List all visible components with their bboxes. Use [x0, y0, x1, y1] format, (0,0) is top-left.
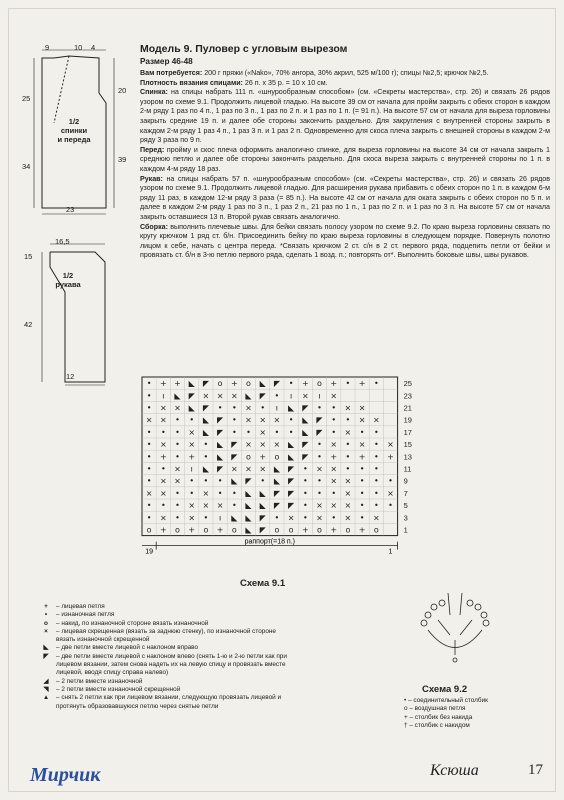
stitch-symbol: ◣: [188, 403, 195, 413]
stitch-symbol: •: [146, 427, 152, 437]
row-number: 7: [403, 488, 408, 498]
stitch-symbol: •: [175, 427, 180, 437]
stitch-symbol: •: [146, 464, 152, 474]
stitch-symbol: •: [373, 427, 379, 437]
stitch-symbol: •: [160, 464, 166, 474]
legend-symbol: ◥: [43, 685, 49, 693]
row-number: 13: [403, 452, 412, 462]
stitch-symbol: •: [175, 452, 180, 462]
legend-symbol: +: [404, 713, 408, 721]
stitch-symbol: •: [373, 501, 379, 511]
stitch-symbol: •: [345, 452, 351, 462]
stitch-symbol: •: [146, 440, 152, 450]
stitch-symbol: •: [231, 415, 237, 425]
stitch-symbol: ×: [344, 403, 352, 413]
stitch-symbol: o: [231, 525, 237, 535]
stitch-symbol: ◤: [217, 427, 224, 437]
col-label-left: 19: [145, 548, 153, 556]
stitch-symbol: ◣: [259, 488, 266, 498]
stitch-symbol: o: [317, 379, 322, 389]
stitch-symbol: •: [331, 513, 337, 523]
legend-row: ◤ – две петли вместе лицевой с наклоном влево (снять 1-ю и 2-ю петли как при лицевом вязании, затем снова надеть их на левую спицу и провязать вместе лицевой, вводя спицу справа налево): [40, 653, 290, 678]
legend-schema-9-2: [404, 697, 554, 731]
stitch-symbol: ×: [372, 513, 380, 523]
stitch-symbol: ×: [344, 501, 352, 511]
stitch-symbol: ◣: [217, 440, 224, 450]
stitch-symbol: ×: [174, 464, 181, 474]
dim-4: 4: [91, 43, 96, 52]
stitch-symbol: •: [345, 440, 351, 450]
body-piece-label: 1/2 спинки и переда: [57, 117, 91, 144]
stitch-symbol: ◤: [231, 452, 238, 462]
stitch-symbol: ×: [273, 440, 281, 450]
stitch-symbol: ו: [290, 391, 293, 401]
stitch-symbol: •: [146, 513, 152, 523]
legend-row: × – лицевая скрещенная (вязать за заднюю стенку), по изнаночной стороне вязать изнаночной скрещенной: [40, 628, 290, 645]
row-number: 15: [403, 440, 412, 450]
legend-symbol: o: [44, 619, 48, 627]
stitch-symbol: •: [331, 488, 337, 498]
stitch-symbol: ×: [316, 501, 323, 511]
stitch-symbol: o: [345, 525, 351, 535]
stitch-symbol: ×: [344, 476, 352, 486]
stitch-symbol: ×: [159, 476, 167, 486]
stitch-symbol: •: [302, 513, 308, 523]
row-number: 1: [403, 525, 408, 535]
stitch-symbol: ×: [330, 501, 338, 511]
stitch-symbol: ×: [188, 440, 196, 450]
legend-symbol: ◢: [43, 677, 49, 685]
stitch-symbol: ×: [145, 415, 153, 425]
stitch-symbol: ×: [245, 440, 252, 450]
stitch-symbol: ◤: [202, 403, 209, 413]
dim-25: 25: [22, 94, 31, 103]
stitch-symbol: ×: [316, 513, 323, 523]
legend-row: o – воздушная петля: [404, 705, 466, 713]
stitch-symbol: •: [373, 440, 379, 450]
legend-symbol: •: [44, 611, 48, 619]
stitch-symbol: ×: [230, 391, 238, 401]
row-number: 23: [403, 391, 412, 401]
stitch-symbol: •: [189, 415, 195, 425]
stitch-symbol: •: [146, 379, 152, 389]
stitch-symbol: ו: [190, 464, 193, 474]
stitch-symbol: ◤: [273, 379, 280, 389]
stitch-symbol: •: [345, 415, 351, 425]
stitch-symbol: •: [302, 464, 308, 474]
stitch-symbol: •: [175, 513, 180, 523]
stitch-symbol: •: [175, 501, 180, 511]
stitch-symbol: ◤: [302, 452, 309, 462]
stitch-symbol: ◣: [245, 488, 252, 498]
stitch-symbol: o: [246, 379, 251, 389]
stitch-symbol: ◣: [245, 525, 252, 535]
stitch-symbol: ×: [188, 501, 196, 511]
stitch-symbol: ×: [216, 501, 224, 511]
stitch-symbol: •: [317, 452, 322, 462]
stitch-symbol: ×: [316, 464, 323, 474]
stitch-symbol: ×: [259, 464, 267, 474]
stitch-symbol: ◣: [273, 476, 280, 486]
stitch-symbol: •: [317, 476, 322, 486]
stitch-symbol: ×: [372, 415, 380, 425]
legend-row: • – соединительный столбик: [404, 697, 488, 704]
stitch-symbol: ×: [245, 464, 252, 474]
row-number: 21: [403, 403, 412, 413]
stitch-symbol: •: [146, 391, 152, 401]
stitch-symbol: ×: [387, 440, 394, 450]
stitch-symbol: •: [331, 403, 337, 413]
paragraph-materials: Вам потребуется: 200 г пряжи («Nako», 70% ангора, 30% акрил, 525 м/100 г); спицы №2,5; крючок №2,5.: [140, 69, 489, 77]
stitch-symbol: ◤: [316, 415, 323, 425]
stitch-symbol: ◣: [288, 440, 295, 450]
stitch-symbol: +: [174, 379, 181, 389]
stitch-symbol: ◣: [217, 452, 224, 462]
stitch-symbol: •: [231, 403, 237, 413]
model-title: Модель 9. Пуловер с угловым вырезом: [140, 43, 348, 55]
stitch-symbol: •: [302, 488, 308, 498]
sleeve-pattern-diagram: [20, 232, 130, 387]
stitch-symbol: ×: [344, 488, 352, 498]
row-number: 9: [403, 476, 408, 486]
dim-42: 42: [24, 320, 33, 329]
stitch-symbol: +: [188, 452, 196, 462]
stitch-symbol: •: [203, 440, 209, 450]
stitch-symbol: •: [331, 427, 337, 437]
stitch-symbol: ×: [188, 513, 196, 523]
paragraph-assembly: Сборка: выполнить плечевые швы. Для бейки связать полосу узором по схеме 9.2. По краю выреза горловины связать по кругу крючком 1 ряд ст. б/н. Присоединить бейку по краю выреза горловины в следующем порядке. Повернуть полотно лицом к себе, начать с центра переда. *Связать крючком 2 ст. с/н в 2 ст. первого ряда, подцепить петли от бейки и провязать ст. б/н в 3-ю петлю первого ряда, сделать 1 возд. п.; повторять от*. Выполнить боковые швы, швы рукавов.: [140, 222, 550, 260]
stitch-symbol: •: [160, 501, 166, 511]
stitch-symbol: ◣: [202, 427, 209, 437]
row-number: 11: [403, 464, 412, 474]
legend-row: o – накид, по изнаночной стороне вязать изнаночной: [40, 620, 290, 628]
paragraph-sleeve: Рукав: на спицы набрать 57 п. «шнурообразным способом» (см. «Секреты мастерства», стр. 26) и связать 26 рядов узором по схеме 9.1. Продолжить лицевой гладью. Для расширения рукава прибавить с обеих сторон по 1 п. в каждом 6-м ряду 11 раз, в каждом 12-м ряду 3 раза (= 85 п.). На высоте 42 см от начала для оката закрыть с обеих сторон по 5 п. и далее в каждом 2-м ряду 1 раз по 3 п., 1 раз 2 п., 21 раз по 1 п., 1 раз по 2 п. и 1 раз по 3 п. На высоте 57 см от начала закрыть оставшиеся 13 п. Второй рукав связать аналогично.: [140, 174, 550, 221]
stitch-symbol: ×: [174, 403, 181, 413]
legend-row: • – изнаночная петля: [40, 611, 290, 619]
row-number: 3: [403, 513, 408, 523]
stitch-symbol: +: [159, 379, 167, 389]
stitch-symbol: ◣: [302, 415, 309, 425]
stitch-symbol: ◤: [231, 440, 238, 450]
stitch-symbol: +: [358, 452, 366, 462]
stitch-symbol: •: [373, 379, 379, 389]
stitch-symbol: ×: [245, 415, 252, 425]
page-number: 17: [528, 762, 543, 778]
stitch-symbol: •: [288, 415, 294, 425]
sleeve-piece-label: 1/2 рукава: [55, 271, 81, 289]
stitch-symbol: •: [146, 403, 152, 413]
legend-symbol: ◤: [43, 652, 49, 660]
stitch-symbol: o: [274, 452, 280, 462]
legend-symbol: o: [404, 705, 408, 713]
stitch-symbol: ◣: [288, 452, 295, 462]
stitch-symbol: o: [373, 525, 379, 535]
stitch-symbol: ×: [287, 513, 295, 523]
paragraph-back: Спинка: на спицы набрать 111 п. «шнурообразным способом» (см. «Секреты мастерства», стр. 26) и связать 26 рядов узором по схеме 9.1. Продолжить лицевой гладью. На высоте 39 см от начала для пройм закрыть с обеих сторон в каждом 2-м ряду 1 раз по 4 п., 1 раз по 3 п., 1 раз по 2 п. и 1 раз по 1 п. (= 91 п.). На высоте 57 см от начала для выреза горловины закрыть средние 19 п. и далее обе стороны закончить раздельно. Для закругления с внутренней стороны закрыть в каждом 2-м ряду 1 раз 4 п., 1 раз 3 п. и 1 раз 2 п. Одновременно для скоса плеча закрыть с внешней стороны в каждом 2-м ряду 3 раза по 9 п.: [140, 88, 550, 145]
size-line: Размер 46-48: [140, 57, 193, 66]
stitch-symbol: ◤: [316, 427, 323, 437]
stitch-symbol: ◤: [302, 403, 309, 413]
stitch-symbol: ◣: [202, 464, 209, 474]
stitch-symbol: •: [373, 464, 379, 474]
stitch-symbol: •: [231, 488, 237, 498]
dim-16-5: 16,5: [55, 237, 70, 246]
stitch-symbol: •: [203, 476, 209, 486]
stitch-symbol: ◣: [259, 501, 266, 511]
stitch-symbol: ◤: [217, 415, 224, 425]
stitch-symbol: •: [373, 452, 379, 462]
stitch-symbol: +: [330, 379, 338, 389]
dim-9: 9: [45, 43, 50, 52]
stitch-symbol: •: [146, 501, 152, 511]
stitch-symbol: ×: [188, 427, 196, 437]
stitch-symbol: +: [159, 525, 167, 535]
stitch-symbol: ◣: [174, 391, 181, 401]
stitch-symbol: ◤: [217, 464, 224, 474]
stitch-symbol: ×: [330, 476, 338, 486]
stitch-symbol: ×: [330, 464, 338, 474]
legend-row: + – столбик без накида: [404, 713, 473, 721]
stitch-symbol: ◣: [202, 415, 209, 425]
dim-12: 12: [66, 372, 75, 381]
stitch-symbol: ◤: [288, 501, 295, 511]
stitch-symbol: ◤: [302, 440, 309, 450]
scanner-watermark: Мирчик: [30, 764, 101, 786]
stitch-symbol: ×: [301, 391, 309, 401]
stitch-symbol: •: [388, 501, 393, 511]
stitch-symbol: o: [203, 525, 209, 535]
stitch-symbol: ×: [330, 440, 338, 450]
col-label-right: 1: [388, 548, 393, 556]
stitch-symbol: •: [231, 427, 237, 437]
stitch-symbol: •: [274, 391, 280, 401]
stitch-symbol: +: [301, 525, 309, 535]
stitch-symbol: ◣: [231, 513, 238, 523]
stitch-symbol: ◤: [273, 488, 280, 498]
stitch-symbol: •: [274, 513, 280, 523]
stitch-symbol: +: [188, 525, 196, 535]
stitch-symbol: •: [288, 379, 294, 389]
stitch-symbol: +: [301, 379, 309, 389]
stitch-symbol: ◣: [231, 476, 238, 486]
stitch-symbol: •: [274, 427, 280, 437]
stitch-symbol: •: [189, 476, 195, 486]
stitch-symbol: o: [175, 525, 180, 535]
stitch-symbol: •: [359, 427, 365, 437]
stitch-symbol: ◣: [288, 403, 295, 413]
stitch-symbol: ◣: [245, 513, 252, 523]
stitch-symbol: ×: [159, 415, 167, 425]
stitch-symbol: ×: [358, 440, 366, 450]
stitch-symbol: ×: [159, 513, 167, 523]
stitch-symbol: ×: [358, 403, 366, 413]
legend-row: † – столбик с накидом: [404, 722, 470, 730]
stitch-symbol: •: [331, 415, 337, 425]
stitch-symbol: •: [317, 440, 322, 450]
stitch-symbol: •: [373, 488, 379, 498]
instructions-text: [140, 69, 550, 261]
stitch-symbol: ◤: [259, 525, 266, 535]
stitch-symbol: ×: [230, 464, 238, 474]
row-number: 17: [403, 427, 412, 437]
stitch-symbol: ◤: [288, 476, 295, 486]
stitch-symbol: ×: [145, 488, 153, 498]
stitch-symbol: ◤: [288, 464, 295, 474]
stitch-symbol: •: [288, 427, 294, 437]
legend-row: ◣ – две петли вместе лицевой с наклоном вправо: [40, 644, 290, 652]
schema-9-2-title: Схема 9.2: [422, 684, 468, 695]
legend-symbol: •: [404, 697, 407, 704]
stitch-symbol: •: [175, 488, 180, 498]
stitch-symbol: o: [288, 525, 294, 535]
stitch-symbol: o: [246, 452, 251, 462]
stitch-symbol: ×: [259, 440, 267, 450]
stitch-symbol: ◤: [245, 476, 252, 486]
dim-39: 39: [118, 155, 127, 164]
stitch-symbol: ו: [318, 391, 321, 401]
stitch-symbol: ×: [202, 391, 210, 401]
stitch-symbol: o: [317, 525, 322, 535]
stitch-symbol: ×: [358, 415, 366, 425]
stitch-symbol: •: [189, 488, 195, 498]
stitch-symbol: •: [302, 476, 308, 486]
stitch-symbol: •: [302, 501, 308, 511]
dim-34: 34: [22, 162, 31, 171]
stitch-symbol: ו: [162, 391, 165, 401]
rapport-label: раппорт(=18 п.): [244, 538, 296, 546]
stitch-symbol: ×: [159, 440, 167, 450]
stitch-symbol: •: [359, 488, 365, 498]
stitch-symbol: ו: [219, 513, 222, 523]
stitch-symbol: •: [217, 403, 223, 413]
schema-9-1-grid: [137, 375, 427, 585]
stitch-symbol: •: [373, 476, 379, 486]
stitch-symbol: •: [345, 379, 351, 389]
stitch-symbol: ×: [159, 488, 167, 498]
stitch-symbol: ו: [275, 403, 278, 413]
stitch-symbol: ×: [159, 403, 167, 413]
legend-row: + – лицевая петля: [40, 603, 290, 611]
stitch-symbol: •: [175, 415, 180, 425]
stitch-symbol: ◣: [259, 379, 266, 389]
stitch-symbol: +: [387, 452, 394, 462]
stitch-symbol: ×: [202, 488, 210, 498]
stitch-symbol: +: [358, 525, 366, 535]
stitch-symbol: ×: [273, 415, 281, 425]
stitch-symbol: ×: [330, 391, 338, 401]
stitch-symbol: •: [359, 464, 365, 474]
row-number: 25: [403, 379, 412, 389]
stitch-symbol: ×: [344, 513, 352, 523]
stitch-symbol: o: [217, 379, 223, 389]
stitch-symbol: o: [274, 525, 280, 535]
stitch-symbol: •: [317, 488, 322, 498]
stitch-symbol: ◤: [273, 501, 280, 511]
stitch-symbol: +: [330, 525, 338, 535]
stitch-symbol: •: [203, 513, 209, 523]
stitch-symbol: •: [388, 476, 393, 486]
legend-symbol: †: [404, 722, 408, 730]
legend-symbol: ◣: [43, 644, 49, 652]
stitch-symbol: •: [317, 403, 322, 413]
stitch-symbol: ◤: [188, 391, 195, 401]
stitch-symbol: +: [358, 379, 366, 389]
stitch-symbol: ×: [245, 403, 252, 413]
schema-9-1-title: Схема 9.1: [240, 578, 286, 589]
magazine-name: Ксюша: [430, 762, 479, 779]
stitch-symbol: •: [359, 513, 365, 523]
stitch-symbol: •: [231, 501, 237, 511]
legend-symbol: ▲: [42, 694, 50, 702]
legend-symbol: +: [44, 603, 48, 610]
paragraph-front: Перед: пройму и скос плеча оформить аналогично спинке, для выреза горловины на высоте 34 см от начала закрыть 1 среднюю петлю и далее обе стороны закончить раздельно. Для скоса выреза закрыть с внутренней стороны по 1 п. в каждом 4-м ряду 18 раз.: [140, 145, 550, 173]
stitch-symbol: o: [146, 525, 152, 535]
legend-symbol: ×: [44, 627, 48, 635]
stitch-symbol: •: [146, 452, 152, 462]
stitch-symbol: •: [217, 488, 223, 498]
stitch-symbol: +: [159, 452, 167, 462]
stitch-symbol: ×: [174, 476, 181, 486]
stitch-symbol: •: [359, 501, 365, 511]
stitch-symbol: ◣: [302, 427, 309, 437]
stitch-symbol: ×: [387, 488, 394, 498]
stitch-symbol: ×: [259, 427, 267, 437]
stitch-symbol: •: [160, 427, 166, 437]
row-number: 19: [403, 415, 412, 425]
legend-row: ◢ – 2 петли вместе изнаночной: [40, 678, 290, 686]
stitch-symbol: ◣: [273, 464, 280, 474]
stitch-symbol: •: [175, 440, 180, 450]
stitch-symbol: +: [216, 525, 224, 535]
dim-20: 20: [118, 86, 127, 95]
stitch-symbol: ◤: [259, 391, 266, 401]
stitch-symbol: ◣: [245, 391, 252, 401]
row-number: 5: [403, 501, 408, 511]
stitch-symbol: ×: [216, 391, 224, 401]
schema-9-2-diagram: [410, 585, 500, 680]
stitch-symbol: •: [260, 476, 266, 486]
stitch-symbol: +: [330, 452, 338, 462]
legend-row: ◥ – 2 петли вместе изнаночной скрещенной: [40, 686, 290, 694]
legend-schema-9-1: [40, 603, 290, 711]
stitch-symbol: •: [260, 403, 266, 413]
stitch-symbol: ◣: [245, 501, 252, 511]
stitch-symbol: ×: [344, 427, 352, 437]
stitch-symbol: •: [203, 452, 209, 462]
legend-row: ▲ – снять 2 петли как при лицевом вязании, следующую провязать лицевой и протянуть образовавшуюся петлю через снятые петли: [40, 694, 290, 711]
dim-10: 10: [74, 43, 83, 52]
stitch-symbol: ◤: [288, 488, 295, 498]
stitch-symbol: ×: [259, 415, 267, 425]
stitch-symbol: •: [217, 476, 223, 486]
stitch-symbol: ×: [202, 501, 210, 511]
stitch-symbol: •: [345, 464, 351, 474]
paragraph-gauge: Плотность вязания спицами: 26 п. х 35 р. = 10 х 10 см.: [140, 78, 328, 87]
stitch-symbol: +: [230, 379, 238, 389]
stitch-symbol: ◤: [202, 379, 209, 389]
stitch-symbol: ◣: [188, 379, 195, 389]
dim-23: 23: [66, 205, 75, 214]
stitch-symbol: •: [246, 427, 251, 437]
stitch-symbol: +: [259, 452, 267, 462]
dim-15: 15: [24, 252, 33, 261]
stitch-symbol: •: [359, 476, 365, 486]
stitch-symbol: •: [146, 476, 152, 486]
stitch-symbol: ◤: [259, 513, 266, 523]
